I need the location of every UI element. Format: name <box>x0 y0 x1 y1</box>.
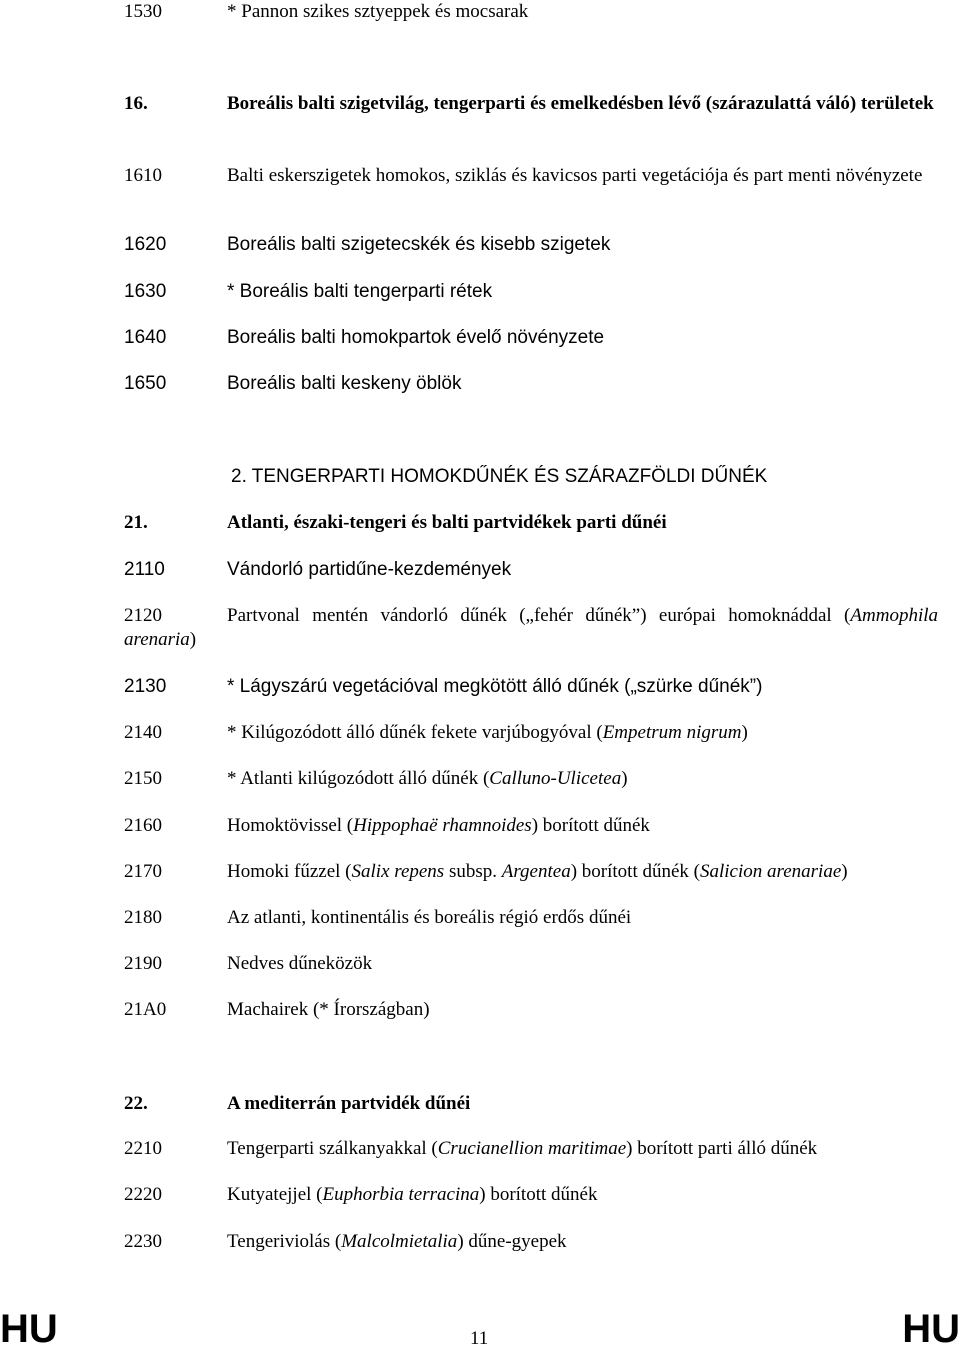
habitat-row <box>124 372 938 396</box>
habitat-code: 1640 <box>124 327 167 348</box>
footer-language-right: HU <box>902 1307 960 1351</box>
habitat-name: Vándorló partidűne-kezdemények <box>227 559 512 580</box>
habitat-name-part: * Atlanti kilúgozódott álló dűnék ( <box>227 768 490 789</box>
scientific-name: Salicion arenariae <box>700 861 842 882</box>
habitat-code: 2130 <box>124 676 167 697</box>
habitat-name-part: ) <box>841 861 848 882</box>
scientific-name: Malcolmietalia <box>341 1231 458 1252</box>
habitat-row <box>124 164 938 188</box>
habitat-row <box>124 558 938 582</box>
habitat-row <box>124 604 938 652</box>
habitat-name: Machairek (* Írországban) <box>227 999 430 1020</box>
habitat-name: Boreális balti keskeny öblök <box>227 373 462 394</box>
group-heading-21 <box>124 511 938 535</box>
habitat-name: * Pannon szikes sztyeppek és mocsarak <box>227 1 529 22</box>
habitat-row <box>124 814 938 838</box>
habitat-name-part: ) <box>741 722 748 743</box>
habitat-name-part: subsp. <box>444 861 502 882</box>
group-code: 21. <box>124 512 148 533</box>
habitat-row <box>124 860 938 884</box>
habitat-name-part: Partvonal mentén vándorló dűnék („fehér dűnék”) európai homoknáddal ( <box>227 605 851 626</box>
habitat-row <box>124 675 938 699</box>
habitat-code: 2140 <box>124 722 162 743</box>
habitat-name-part: ) dűne-gyepek <box>457 1231 567 1252</box>
habitat-row <box>124 1137 938 1161</box>
scientific-name: Ammophila arenaria <box>124 605 938 650</box>
habitat-name: Nedves dűneközök <box>227 953 373 974</box>
habitat-code: 2150 <box>124 768 162 789</box>
habitat-code: 1630 <box>124 281 167 302</box>
habitat-name-part: Kutyatejjel ( <box>227 1184 323 1205</box>
habitat-code: 2210 <box>124 1138 162 1159</box>
habitat-row <box>124 1183 938 1207</box>
group-code: 16. <box>124 93 148 114</box>
habitat-code: 2220 <box>124 1184 162 1205</box>
habitat-code: 2160 <box>124 815 162 836</box>
section-heading: 2. TENGERPARTI HOMOKDŰNÉK ÉS SZÁRAZFÖLDI DŰNÉK <box>231 466 768 487</box>
habitat-row <box>124 233 938 257</box>
habitat-code: 1620 <box>124 234 167 255</box>
habitat-name-part: Tengerparti szálkanyakkal ( <box>227 1138 438 1159</box>
habitat-name-part: * Kilúgozódott álló dűnék fekete varjúbogyóval ( <box>227 722 603 743</box>
habitat-code: 21A0 <box>124 999 167 1020</box>
group-title: A mediterrán partvidék dűnéi <box>227 1093 471 1114</box>
habitat-name: * Lágyszárú vegetációval megkötött álló dűnék („szürke dűnék”) <box>227 676 763 697</box>
habitat-row <box>124 280 938 304</box>
habitat-name: Boreális balti szigetecskék és kisebb szigetek <box>227 234 611 255</box>
habitat-code: 2170 <box>124 861 162 882</box>
habitat-name-part: ) borított dűnék <box>531 815 650 836</box>
habitat-name-part: Homoktövissel ( <box>227 815 354 836</box>
scientific-name: Calluno-Ulicetea <box>489 768 622 789</box>
habitat-name: Az atlanti, kontinentális és boreális régió erdős dűnéi <box>227 907 632 928</box>
habitat-code: 2230 <box>124 1231 162 1252</box>
habitat-code: 2180 <box>124 907 162 928</box>
habitat-code: 2110 <box>124 559 165 580</box>
group-heading-16 <box>124 92 938 116</box>
habitat-name-part: ) borított dűnék <box>479 1184 598 1205</box>
habitat-code: 2120 <box>124 605 162 626</box>
habitat-row <box>124 998 938 1022</box>
scientific-name: Crucianellion maritimae <box>437 1138 627 1159</box>
group-code: 22. <box>124 1093 148 1114</box>
habitat-name-part: ) borított dűnék ( <box>570 861 700 882</box>
scientific-name: Argentea <box>501 861 571 882</box>
scientific-name: Empetrum nigrum <box>602 722 742 743</box>
scientific-name: Euphorbia terracina <box>322 1184 480 1205</box>
habitat-row <box>124 326 938 350</box>
habitat-row <box>124 906 938 930</box>
habitat-name-part: Tengeriviolás ( <box>227 1231 342 1252</box>
habitat-code: 1610 <box>124 165 162 186</box>
habitat-name: Boreális balti homokpartok évelő növényzete <box>227 327 605 348</box>
habitat-name-part: ) <box>189 629 197 650</box>
footer-language-left: HU <box>0 1307 58 1351</box>
habitat-code: 2190 <box>124 953 162 974</box>
group-heading-22 <box>124 1092 938 1116</box>
page-number: 11 <box>470 1328 489 1349</box>
habitat-code: 1530 <box>124 1 162 22</box>
group-title: Atlanti, északi-tengeri és balti partvidékek parti dűnéi <box>227 512 667 533</box>
habitat-name-part: Homoki fűzzel ( <box>227 861 352 882</box>
habitat-row <box>124 767 938 791</box>
habitat-row <box>124 721 938 745</box>
habitat-name: Balti eskerszigetek homokos, sziklás és kavicsos parti vegetációja és part menti növényzete <box>227 165 923 186</box>
habitat-name-part: ) <box>621 768 628 789</box>
habitat-row <box>124 0 938 24</box>
habitat-name: * Boreális balti tengerparti rétek <box>227 281 493 302</box>
scientific-name: Salix repens <box>351 861 445 882</box>
group-title: Boreális balti szigetvilág, tengerparti és emelkedésben lévő (szárazulattá váló) területek <box>227 93 934 114</box>
habitat-row <box>124 1230 938 1254</box>
habitat-row <box>124 952 938 976</box>
habitat-name-part: ) borított parti álló dűnék <box>626 1138 818 1159</box>
scientific-name: Hippophaë rhamnoides <box>353 815 532 836</box>
habitat-code: 1650 <box>124 373 167 394</box>
